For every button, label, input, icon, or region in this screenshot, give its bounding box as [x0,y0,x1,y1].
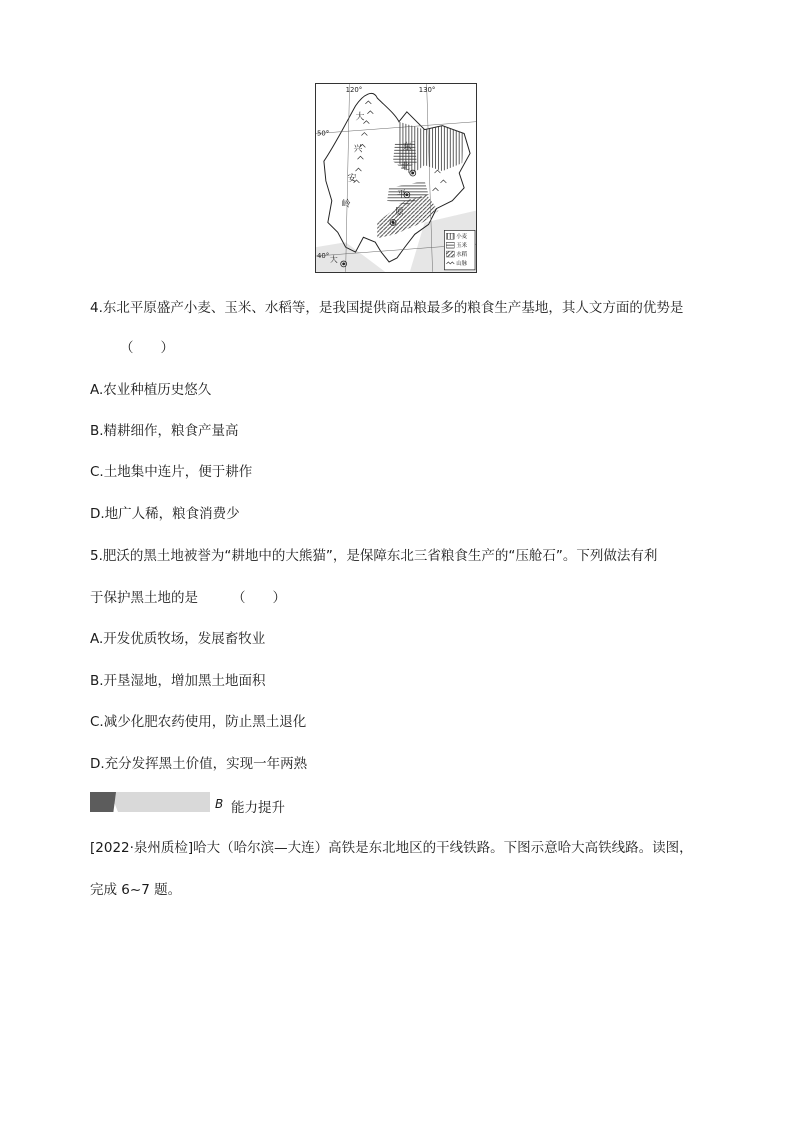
q4-option-b: B.精耕细作，粮食产量高 [90,423,239,439]
map-legend [444,230,475,270]
section-bar-light [110,792,210,812]
section-title: 能力提升 [231,800,285,816]
q5-option-a: A.开发优质牧场，发展畜牧业 [90,631,266,647]
northeast-china-map [315,83,477,273]
place-label-da: 大 [355,112,365,123]
map-svg [316,84,476,272]
q5-option-d: D.充分发挥黑土价值，实现一年两熟 [90,756,308,772]
legend-wheat: 小麦 [456,234,468,241]
q5-stem-line1: 5.肥沃的黑土地被誉为“耕地中的大熊猫”，是保障东北三省粮食生产的“压舱石”。下列做法有利 [90,548,658,564]
lon-label-130: 130° [418,86,436,95]
q5-option-b: B.开垦湿地，增加黑土地面积 [90,673,266,689]
q4-answer-paren: （ ） [120,340,174,356]
section-bar-dark [90,792,116,812]
legend-corn: 玉米 [456,243,468,250]
section-header-bar [90,792,210,812]
q4-option-a: A.农业种植历史悠久 [90,382,212,398]
q4-stem: 4.东北平原盛产小麦、玉米、水稻等，是我国提供商品粮最多的粮食生产基地，其人文方面的优势是 [90,300,684,316]
q4-option-c: C.土地集中连片，便于耕作 [90,464,253,480]
intro-line2: 完成 6~7 题。 [90,882,182,898]
lat-label-50: 50° [316,129,330,138]
intro-line1: [2022·泉州质检]哈大（哈尔滨—大连）高铁是东北地区的干线铁路。下图示意哈大高铁线路。读图， [90,840,693,856]
place-label-bei: 北 [400,162,410,173]
q4-option-d: D.地广人稀，粮食消费少 [90,506,240,522]
place-label-xing: 兴 [353,144,363,155]
place-label-ping: 平 [396,189,406,200]
lat-label-40: 40° [316,252,330,260]
legend-mountain: 山脉 [456,260,468,267]
q5-stem-line2: 于保护黑土地的是 [90,590,198,606]
legend-rice: 水稻 [456,252,468,259]
section-letter: B [215,797,224,811]
q5-answer-paren: （ ） [232,590,286,606]
lon-label-120: 120° [345,86,363,95]
place-label-yuan: 原 [395,207,404,218]
q5-option-c: C.减少化肥农药使用，防止黑土退化 [90,714,307,730]
place-label-dong: 东 [402,142,412,153]
place-label-an: 安 [347,173,357,184]
place-label-dalian: 大 [329,254,338,264]
place-label-ling: 岭 [341,199,351,210]
